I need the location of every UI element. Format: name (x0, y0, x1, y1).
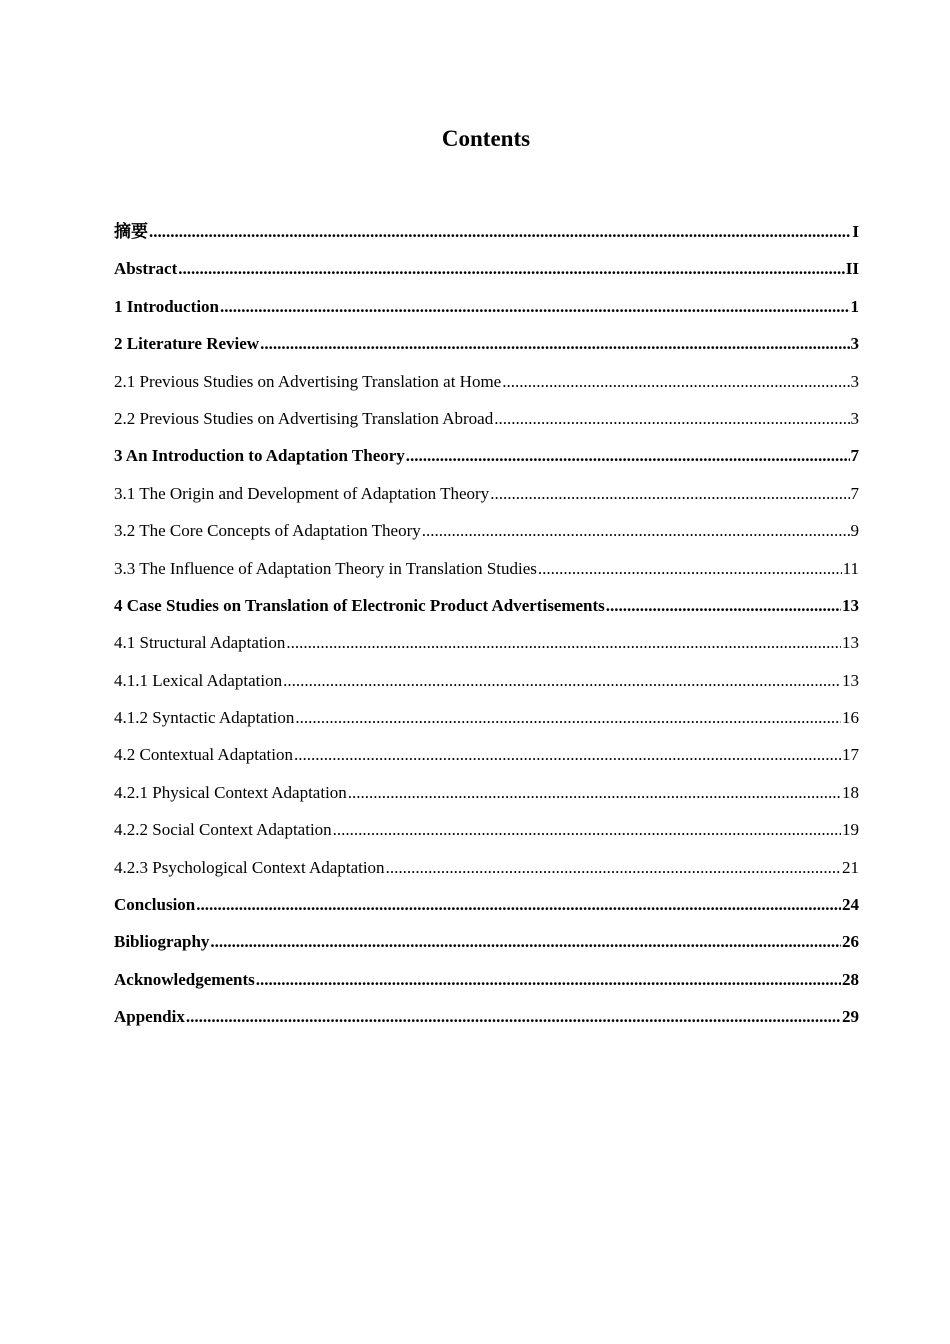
toc-entry[interactable] (114, 368, 859, 405)
toc-entry-label: 4.1.2 Syntactic Adaptation (114, 708, 295, 728)
toc-entry-page-number: 3 (850, 371, 859, 391)
toc-entry-label: Conclusion (114, 895, 196, 915)
toc-entry-page-number: 13 (842, 633, 859, 653)
toc-leader-dots (286, 629, 841, 657)
toc-entry-page-number: 26 (842, 932, 859, 952)
toc-entry-label: 1 Introduction (114, 296, 220, 316)
toc-entry-label: Abstract (114, 259, 178, 279)
toc-entry[interactable] (114, 816, 859, 853)
toc-entry[interactable] (114, 405, 859, 442)
toc-entry-label: 2 Literature Review (114, 334, 260, 354)
page-title: Contents (441, 126, 531, 151)
toc-entry[interactable] (114, 255, 859, 292)
toc-leader-dots (333, 816, 841, 844)
toc-leader-dots (422, 517, 850, 545)
toc-entry-page-number: II (845, 259, 859, 279)
toc-entry-page-number: 24 (842, 895, 859, 915)
toc-entry-page-number: 16 (842, 708, 859, 728)
toc-entry-label: 3.1 The Origin and Development of Adaptation Theory (114, 483, 490, 503)
toc-entry-label: 4.2 Contextual Adaptation (114, 745, 293, 765)
toc-entry[interactable] (114, 928, 859, 965)
toc-entry-page-number: I (852, 222, 859, 241)
toc-entry-page-number: 13 (842, 595, 859, 615)
toc-leader-dots (294, 741, 841, 769)
toc-entry[interactable] (114, 704, 859, 741)
toc-entry-label: 3.3 The Influence of Adaptation Theory in Translation Studies (114, 558, 537, 578)
toc-entry-label: 4.1 Structural Adaptation (114, 633, 286, 653)
toc-leader-dots (149, 218, 851, 246)
toc-leader-dots (178, 255, 845, 283)
toc-entry-page-number: 28 (842, 969, 859, 989)
toc-leader-dots (348, 779, 841, 807)
table-of-contents (114, 218, 859, 1041)
toc-entry-page-number: 18 (842, 782, 859, 802)
toc-entry-page-number: 9 (850, 521, 859, 541)
toc-entry[interactable] (114, 741, 859, 778)
toc-entry-label: Appendix (114, 1007, 185, 1027)
toc-entry[interactable] (114, 330, 859, 367)
toc-leader-dots (406, 442, 850, 470)
toc-entry-page-number: 11 (842, 558, 859, 578)
toc-entry-page-number: 7 (850, 483, 859, 503)
toc-entry-page-number: 3 (850, 408, 859, 428)
toc-leader-dots (490, 480, 849, 508)
toc-entry-label: 3.2 The Core Concepts of Adaptation Theory (114, 521, 421, 541)
toc-entry[interactable] (114, 592, 859, 629)
toc-entry-label: Bibliography (114, 932, 210, 952)
toc-entry[interactable] (114, 293, 859, 330)
toc-leader-dots (494, 405, 849, 433)
toc-entry[interactable] (114, 779, 859, 816)
toc-entry[interactable] (114, 218, 859, 255)
toc-entry[interactable] (114, 629, 859, 666)
toc-entry-page-number: 29 (842, 1007, 859, 1027)
toc-entry-page-number: 7 (850, 446, 859, 466)
toc-entry-page-number: 21 (842, 857, 859, 877)
toc-entry[interactable] (114, 667, 859, 704)
toc-leader-dots (186, 1003, 841, 1031)
toc-entry-page-number: 19 (842, 820, 859, 840)
toc-leader-dots (606, 592, 841, 620)
toc-entry[interactable] (114, 1003, 859, 1040)
toc-entry-label: 4.2.1 Physical Context Adaptation (114, 782, 347, 802)
toc-entry-label: Acknowledgements (114, 969, 255, 989)
toc-leader-dots (260, 330, 849, 358)
toc-entry-page-number: 17 (842, 745, 859, 765)
toc-entry-label: 2.1 Previous Studies on Advertising Translation at Home (114, 371, 502, 391)
toc-leader-dots (295, 704, 841, 732)
toc-leader-dots (283, 667, 841, 695)
toc-leader-dots (210, 928, 841, 956)
toc-entry[interactable] (114, 854, 859, 891)
toc-entry-label: 4.2.3 Psychological Context Adaptation (114, 857, 385, 877)
toc-entry[interactable] (114, 891, 859, 928)
toc-leader-dots (256, 966, 841, 994)
toc-entry-page-number: 13 (842, 670, 859, 690)
toc-leader-dots (196, 891, 841, 919)
toc-entry-label: 3 An Introduction to Adaptation Theory (114, 446, 405, 466)
toc-entry[interactable] (114, 517, 859, 554)
toc-entry[interactable] (114, 480, 859, 517)
toc-leader-dots (386, 854, 841, 882)
toc-entry-page-number: 3 (850, 334, 859, 354)
toc-entry-label: 2.2 Previous Studies on Advertising Translation Abroad (114, 408, 494, 428)
toc-entry-label: 摘要 (114, 222, 148, 241)
toc-leader-dots (502, 368, 849, 396)
toc-entry-label: 4.1.1 Lexical Adaptation (114, 670, 283, 690)
toc-leader-dots (220, 293, 849, 321)
toc-entry-label: 4.2.2 Social Context Adaptation (114, 820, 332, 840)
toc-leader-dots (538, 555, 842, 583)
toc-entry[interactable] (114, 442, 859, 479)
toc-entry-page-number: 1 (850, 296, 859, 316)
toc-entry-label: 4 Case Studies on Translation of Electronic Product Advertisements (114, 595, 605, 615)
toc-entry[interactable] (114, 966, 859, 1003)
toc-entry[interactable] (114, 555, 859, 592)
